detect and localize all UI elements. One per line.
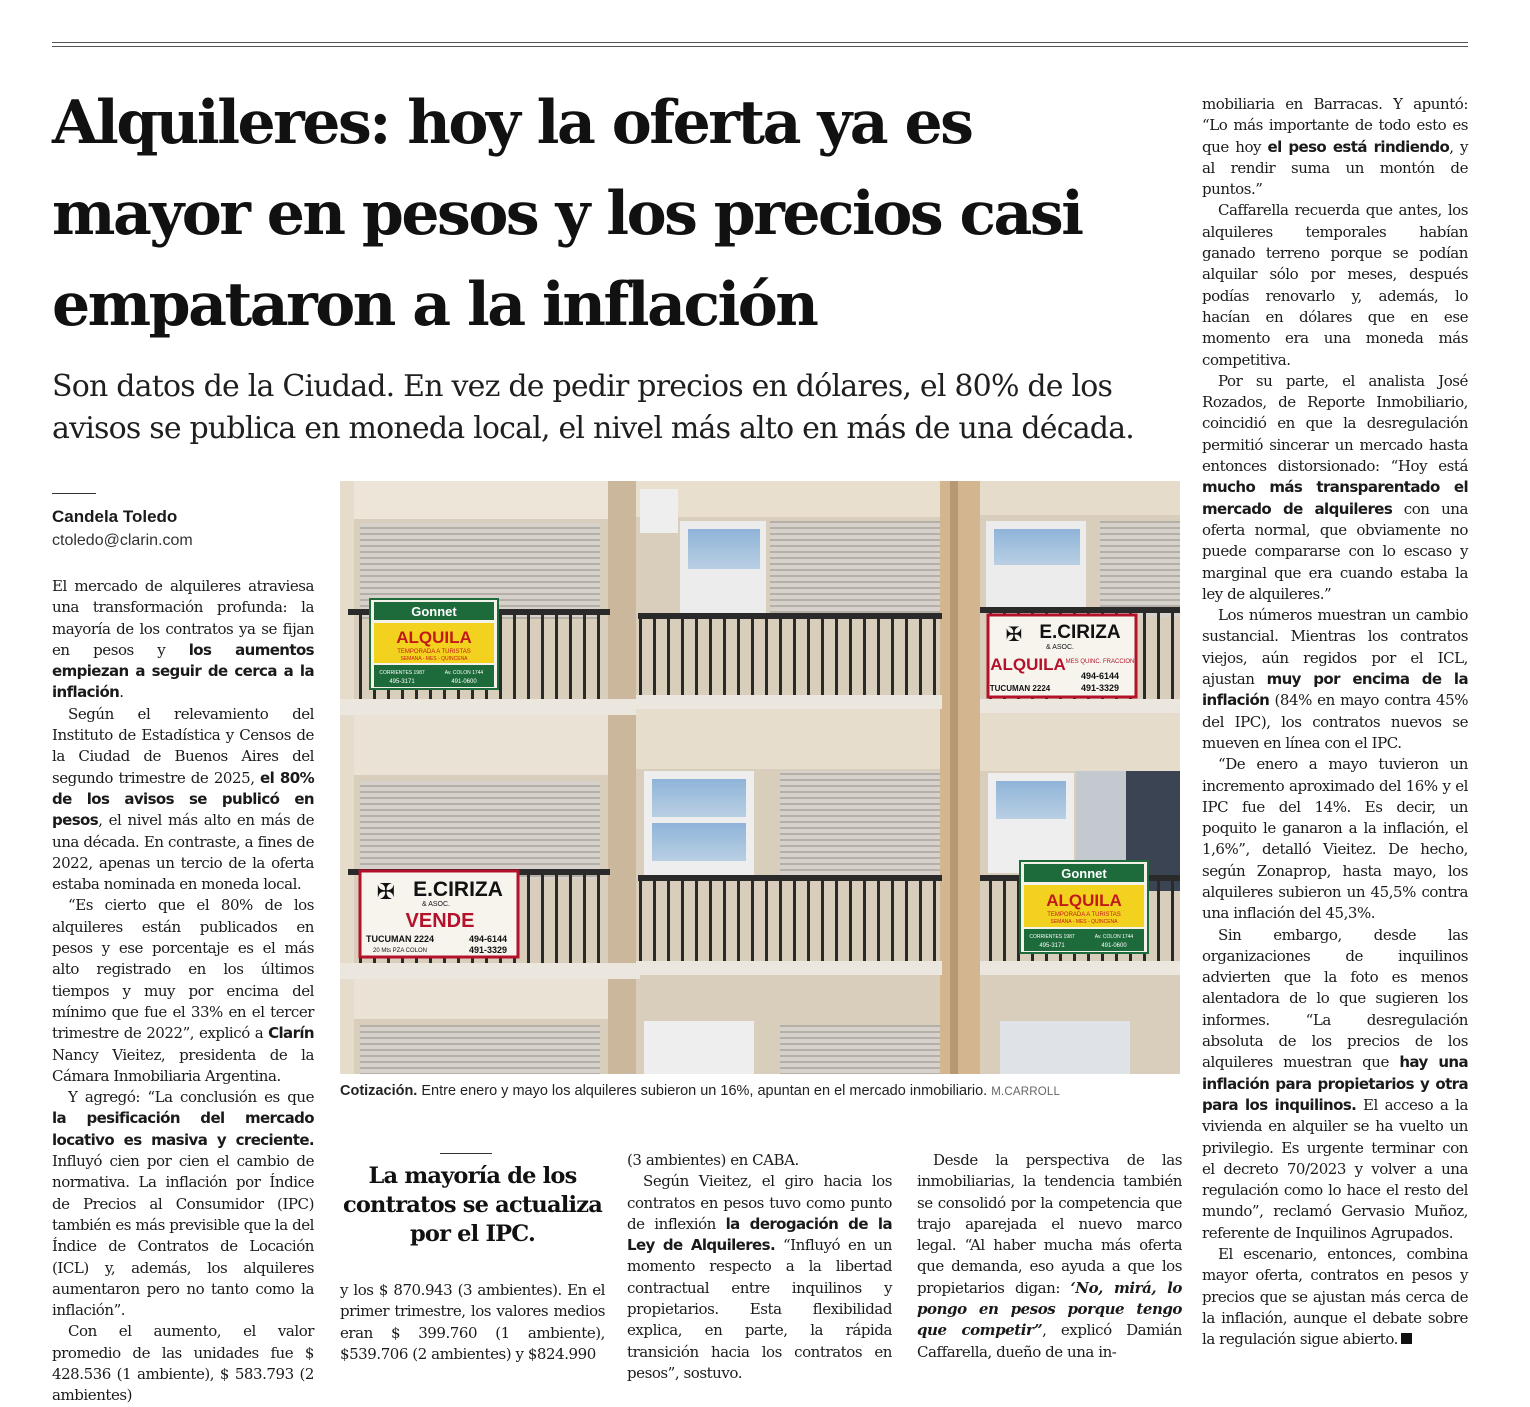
paragraph: Según el relevamiento del Instituto de Estadística y Censos de la Ciudad de Buenos Aires del segundo trimestre de 2025, el 80% de los avisos se publicó en pesos, el nivel más alto en más de una década. En contraste, a fines de 2022, apenas un tercio de la oferta estaba nominada en moneda local. — [52, 704, 315, 894]
svg-text:MES QUINC. FRACCION: MES QUINC. FRACCION — [1065, 659, 1135, 665]
paragraph: “Es cierto que el 80% de los alquileres están publicados en pesos y ese porcentaje es el más alto registrado en los últimos tiempos y muy por encima del mínimo que fue el 33% en el tercer trimestre de 2022”, explicó a Clarín Nancy Vieitez, presidenta de la Cámara Inmobiliaria Argentina. — [52, 896, 314, 1085]
article-column-3 — [627, 1150, 892, 1384]
svg-text:ALQUILA: ALQUILA — [396, 628, 472, 647]
sign-gonnet-top — [370, 599, 498, 689]
byline-author: Candela Toledo — [52, 507, 178, 526]
end-of-article-mark — [1401, 1333, 1412, 1344]
article-column-1 — [52, 576, 314, 1407]
svg-text:TUCUMAN 2224: TUCUMAN 2224 — [365, 934, 435, 944]
article-column-2 — [340, 1280, 605, 1365]
svg-text:491-3329: 491-3329 — [1080, 683, 1120, 693]
svg-text:Av. COLON 1744: Av. COLON 1744 — [444, 670, 484, 676]
paragraph: Desde la perspectiva de las inmobiliarias, la tendencia también se consolidó por la competencia que trajo aparejada el nuevo marco legal. “Al haber mucha más oferta que demanda, eso ayuda a que los propietarios digan: ‘No, mirá, lo pongo en pesos porque tengo que competir”, explicó Damián Caffarella, dueño de una in- — [917, 1151, 1182, 1361]
byline-rule — [52, 493, 96, 494]
svg-text:SEMANA - MES - QUINCENA: SEMANA - MES - QUINCENA — [400, 656, 468, 662]
svg-text:491-0600: 491-0600 — [1101, 943, 1127, 949]
svg-text:491-0600: 491-0600 — [451, 679, 477, 685]
sign-gonnet-bottom — [1020, 861, 1148, 953]
paragraph: “De enero a mayo tuvieron un incremento aproximado del 16% y el IPC fue del 14%. Es decir, un poquito le ganaron a la inflación, el 1,6%”, detalló Vieitez. De hecho, según Zonaprop, hasta mayo, los alquileres subieron un 45,5% contra una inflación del 45,3%. — [1202, 755, 1468, 923]
byline-email[interactable]: ctoledo@clarin.com — [52, 532, 193, 549]
sign-ciriza-top — [988, 615, 1136, 697]
svg-text:ALQUILA: ALQUILA — [990, 655, 1066, 674]
svg-text:CORRIENTES 1987: CORRIENTES 1987 — [1029, 934, 1075, 940]
svg-text:20 Mts PZA COLON: 20 Mts PZA COLON — [372, 948, 428, 954]
svg-text:TEMPORADA A TURISTAS: TEMPORADA A TURISTAS — [397, 649, 471, 655]
headline: Alquileres: hoy la oferta ya es mayor en pesos y los precios casi empataron a la inflación — [52, 88, 1082, 340]
svg-text:Av. COLON 1744: Av. COLON 1744 — [1094, 934, 1134, 940]
deck-subheadline: Son datos de la Ciudad. En vez de pedir precios en dólares, el 80% de los avisos se publica en moneda local, el nivel más alto en más de una década. — [52, 369, 1135, 446]
svg-text:495-3171: 495-3171 — [389, 679, 415, 685]
top-rule — [52, 42, 1468, 43]
paragraph: y los $ 870.943 (3 ambientes). En el primer trimestre, los valores medios eran $ 399.760 (1 ambiente), $539.706 (2 ambientes) y $824.990 — [340, 1281, 605, 1363]
svg-text:✠: ✠ — [376, 880, 396, 905]
svg-text:ALQUILA: ALQUILA — [1046, 891, 1122, 910]
svg-text:Gonnet: Gonnet — [411, 604, 457, 619]
svg-text:TEMPORADA A TURISTAS: TEMPORADA A TURISTAS — [1047, 912, 1121, 918]
svg-text:✠: ✠ — [1005, 622, 1023, 646]
svg-text:E.CIRIZA: E.CIRIZA — [413, 878, 503, 901]
paragraph: Y agregó: “La conclusión es que la pesificación del mercado locativo es masiva y creciente. Influyó cien por cien el cambio de normativa. La inflación por Índice de Precios al Consumidor (IPC) también es más previsible que la del Índice de Contratos de Locación (ICL) y, además, los alquileres aumentaron pero no tanto como la inflación”. — [52, 1088, 314, 1320]
article-column-5 — [1202, 94, 1468, 1351]
svg-text:E.CIRIZA: E.CIRIZA — [1039, 622, 1121, 643]
paragraph: El mercado de alquileres atraviesa una transformación profunda: la mayoría de los contratos ya se fijan en pesos y los aumentos empiezan a seguir de cerca a la inflación. — [52, 577, 314, 702]
sign-ciriza-bottom — [360, 871, 518, 957]
paragraph: Caffarella recuerda que antes, los alquileres temporales habían ganado terreno porque se podían alquilar sólo por meses, después podías renovarlo y, además, lo hacían en dólares que en ese momento era una moneda más competitiva. — [1202, 201, 1468, 369]
paragraph: Sin embargo, desde las organizaciones de inquilinos advierten que la foto es menos alentadora de lo que sugieren los informes. “La desregulación absoluta de los precios de los alquileres muestran que hay una inflación para propietarios y otra para los inquilinos. El acceso a la vivienda en alquiler se ha vuelto un privilegio. Es urgente terminar con el decreto 70/2023 y volver a una regulación como lo hace el resto del mundo”, reclamó Gervasio Muñoz, referente de Inquilinos Agrupados. — [1202, 925, 1468, 1242]
paragraph: Por su parte, el analista José Rozados, de Reporte Inmobiliario, coincidió en que la desregulación permitió sincerar un mercado hasta entonces distorsionado: “Hoy está mucho más transparentado el mercado de alquileres con una oferta normal, que obviamente no puede compararse con lo escaso y marginal que era cuando estaba la ley de alquileres.” — [1202, 371, 1468, 603]
paragraph: El escenario, entonces, combina mayor oferta, contratos en pesos y precios que se ajustan más cerca de la inflación, aunque el debate sobre la regulación sigue abierto. — [1202, 1245, 1468, 1349]
svg-text:494-6144: 494-6144 — [468, 934, 508, 944]
svg-text:494-6144: 494-6144 — [1080, 671, 1120, 681]
svg-text:495-3171: 495-3171 — [1039, 943, 1065, 949]
svg-text:& ASOC.: & ASOC. — [421, 901, 451, 908]
paragraph: (3 ambientes) en CABA. — [627, 1151, 799, 1169]
svg-text:VENDE: VENDE — [405, 910, 475, 932]
pullquote: La mayoría de los contratos se actualiza por el IPC. — [342, 1163, 603, 1247]
svg-text:TUCUMAN 2224: TUCUMAN 2224 — [989, 684, 1051, 693]
svg-text:& ASOC.: & ASOC. — [1045, 644, 1075, 651]
paragraph: Con el aumento, el valor promedio de las unidades fue $ 428.536 (1 ambiente), $ 583.793 (2 ambientes) — [52, 1322, 314, 1405]
building-photo — [340, 481, 1180, 1074]
svg-text:SEMANA - MES - QUINCENA: SEMANA - MES - QUINCENA — [1050, 919, 1118, 925]
svg-text:CORRIENTES 1987: CORRIENTES 1987 — [379, 670, 425, 676]
top-rule-double — [52, 46, 1468, 47]
svg-text:491-3329: 491-3329 — [468, 945, 508, 955]
svg-text:Gonnet: Gonnet — [1061, 866, 1107, 881]
article-column-4 — [917, 1150, 1182, 1363]
photo-credit: M.CARROLL — [991, 1086, 1061, 1098]
paragraph: mobiliaria en Barracas. Y apuntó: “Lo más importante de todo esto es que hoy el peso está rindiendo, y al rendir suma un montón de puntos.” — [1202, 95, 1468, 199]
photo-caption: Cotización. Entre enero y mayo los alquileres subieron un 16%, apuntan en el mercado inmobiliario. M.CARROLL — [340, 1083, 1061, 1099]
pullquote-rule — [440, 1153, 492, 1154]
paragraph: Los números muestran un cambio sustancial. Mientras los contratos viejos, aún regidos por el ICL, ajustan muy por encima de la inflación (84% en mayo contra 45% del IPC), los contratos nuevos se mueven en línea con el IPC. — [1202, 606, 1468, 752]
paragraph: Según Vieitez, el giro hacia los contratos en pesos tuvo como punto de inflexión la derogación de la Ley de Alquileres. “Influyó en un momento respecto a la libertad contractual entre inquilinos y propietarios. Esta flexibilidad explica, en parte, la rápida transición hacia los contratos en pesos”, sostuvo. — [627, 1172, 892, 1382]
